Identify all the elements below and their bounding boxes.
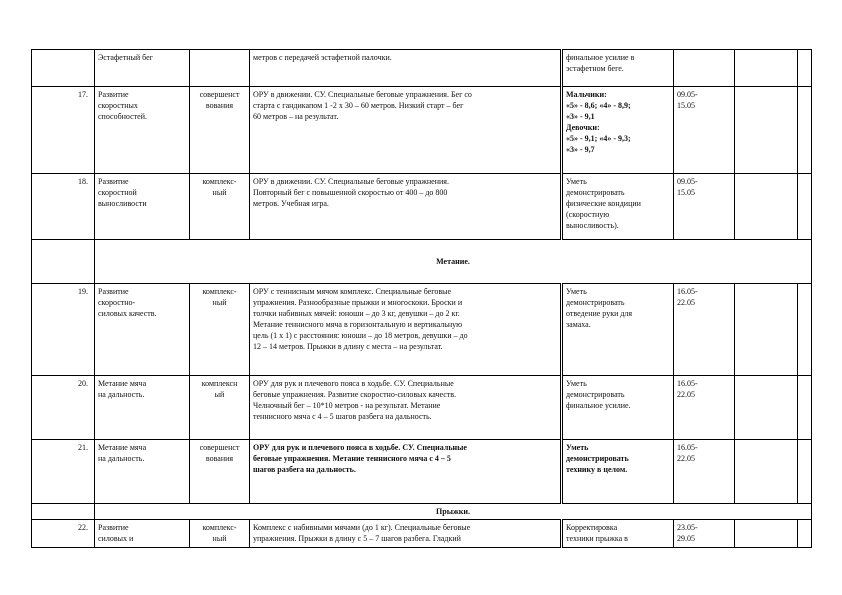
lesson-content: метров с передачей эстафетной палочки. [250, 50, 562, 87]
lesson-content [250, 87, 562, 174]
section-title: Метание. [95, 240, 812, 284]
lesson-number: 19. [32, 284, 95, 376]
lesson-requirements: финальное усилие в эстафетном беге. [562, 50, 674, 87]
lesson-requirements: Уметь демонстрировать финальное усилие. [562, 376, 674, 440]
empty-cell [798, 520, 812, 548]
empty-cell [735, 440, 798, 504]
lesson-type: совершенст вования [190, 440, 250, 504]
lesson-date: 23.05- 29.05 [674, 520, 735, 548]
table-row [32, 174, 812, 240]
empty-cell [735, 174, 798, 240]
lesson-content-text: ОРУ в движении. СУ. Специальные беговые упражнения. Бег со старта с гандикапом 1 -2 х 30 – 60 метров. Низкий старт – бег 60 метров – на результат. [253, 90, 472, 121]
lesson-content: ОРУ для рук и плечевого пояса в ходьбе. СУ. Специальные беговые упражнения. Метание теннисного мяча с 4 – 5 шагов разбега на дальность. [250, 440, 562, 504]
lesson-date: 16.05- 22.05 [674, 284, 735, 376]
lesson-date: 16.05- 22.05 [674, 440, 735, 504]
lesson-date: 09.05- 15.05 [674, 87, 735, 174]
empty-cell [735, 284, 798, 376]
lesson-topic: Развитие скоростно- силовых качеств. [95, 284, 190, 376]
lesson-type: комплексн ый [190, 376, 250, 440]
table-row [32, 284, 812, 376]
lesson-topic: Метание мяча на дальность. [95, 376, 190, 440]
lesson-content: Комплекс с набивными мячами (до 1 кг). Специальные беговые упражнения. Прыжки в длину с 5 – 7 шагов разбега. Гладкий [250, 520, 562, 548]
boys-norm-1: «5» - 8,6; «4» - 8,9; [566, 101, 631, 110]
boys-norm-2: «3» - 9,1 [566, 112, 595, 121]
table-row [32, 440, 812, 504]
lesson-topic: Развитие скоростной выносливости [95, 174, 190, 240]
table-row [32, 520, 812, 548]
section-header-row [32, 240, 812, 284]
lesson-content: ОРУ для рук и плечевого пояса в ходьбе. СУ. Специальные беговые упражнения. Развитие скоростно-силовых качеств. Челночный бег – 10*10 метров - на результат. Метание теннисного мяча с 4 – 5 шагов разбега на дальность. [250, 376, 562, 440]
lesson-date: 09.05- 15.05 [674, 174, 735, 240]
lesson-topic: Развитие силовых и [95, 520, 190, 548]
lesson-type: комплекс- ный [190, 174, 250, 240]
lesson-number: 20. [32, 376, 95, 440]
table-row [32, 87, 812, 174]
lesson-number: 22. [32, 520, 95, 548]
empty-cell [798, 284, 812, 376]
empty-cell [798, 440, 812, 504]
lesson-requirements: Уметь демонстрировать отведение руки для замаха. [562, 284, 674, 376]
empty-cell [735, 520, 798, 548]
lesson-requirements [562, 87, 674, 174]
lesson-type: комплекс- ный [190, 520, 250, 548]
lesson-requirements: Уметь демонстрировать технику в целом. [562, 440, 674, 504]
section-header-row [32, 504, 812, 520]
lesson-number: 18. [32, 174, 95, 240]
empty-cell [735, 50, 798, 87]
lesson-topic: Развитие скоростных способностей. [95, 87, 190, 174]
empty-cell [735, 376, 798, 440]
table-row [32, 50, 812, 87]
lesson-requirements: Уметь демонстрировать физические кондиции (скоростную выносливость). [562, 174, 674, 240]
lesson-topic: Эстафетный бег [95, 50, 190, 87]
lesson-number: 17. [32, 87, 95, 174]
lesson-plan-table [31, 49, 812, 548]
lesson-topic: Метание мяча на дальность. [95, 440, 190, 504]
empty-cell [735, 87, 798, 174]
girls-norm-2: «3» - 9,7 [566, 145, 595, 154]
lesson-requirements: Корректировка техники прыжка в [562, 520, 674, 548]
girls-label: Девочки: [566, 123, 600, 132]
empty-cell [798, 87, 812, 174]
boys-label: Мальчики: [566, 90, 607, 99]
lesson-content: ОРУ в движении. СУ. Специальные беговые упражнения. Повторный бег с повышенной скоростью от 400 – до 800 метров. Учебная игра. [250, 174, 562, 240]
lesson-date [674, 50, 735, 87]
empty-cell [32, 240, 95, 284]
lesson-type: совершенст вования [190, 87, 250, 174]
empty-cell [798, 174, 812, 240]
empty-cell [32, 504, 95, 520]
lesson-type [190, 50, 250, 87]
lesson-date: 16.05- 22.05 [674, 376, 735, 440]
girls-norm-1: «5» - 9,1; «4» - 9,3; [566, 134, 631, 143]
lesson-content: ОРУ с теннисным мячом комплекс. Специальные беговые упражнения. Разнообразные прыжки и многоскоки. Броски и толчки набивных мячей: юноши – до 3 кг, девушки – до 2 кг. Метание теннисного мяча в горизонтальную и вертикальную цель (1 х 1) с расстояния: юноши – до 18 метров, девушки – до 12 – 14 метров. Прыжки в длину с места – на результат. [250, 284, 562, 376]
lesson-number: 21. [32, 440, 95, 504]
empty-cell [798, 376, 812, 440]
lesson-type: комплекс- ный [190, 284, 250, 376]
section-title: Прыжки. [95, 504, 812, 520]
table-row [32, 376, 812, 440]
empty-cell [798, 50, 812, 87]
lesson-number [32, 50, 95, 87]
